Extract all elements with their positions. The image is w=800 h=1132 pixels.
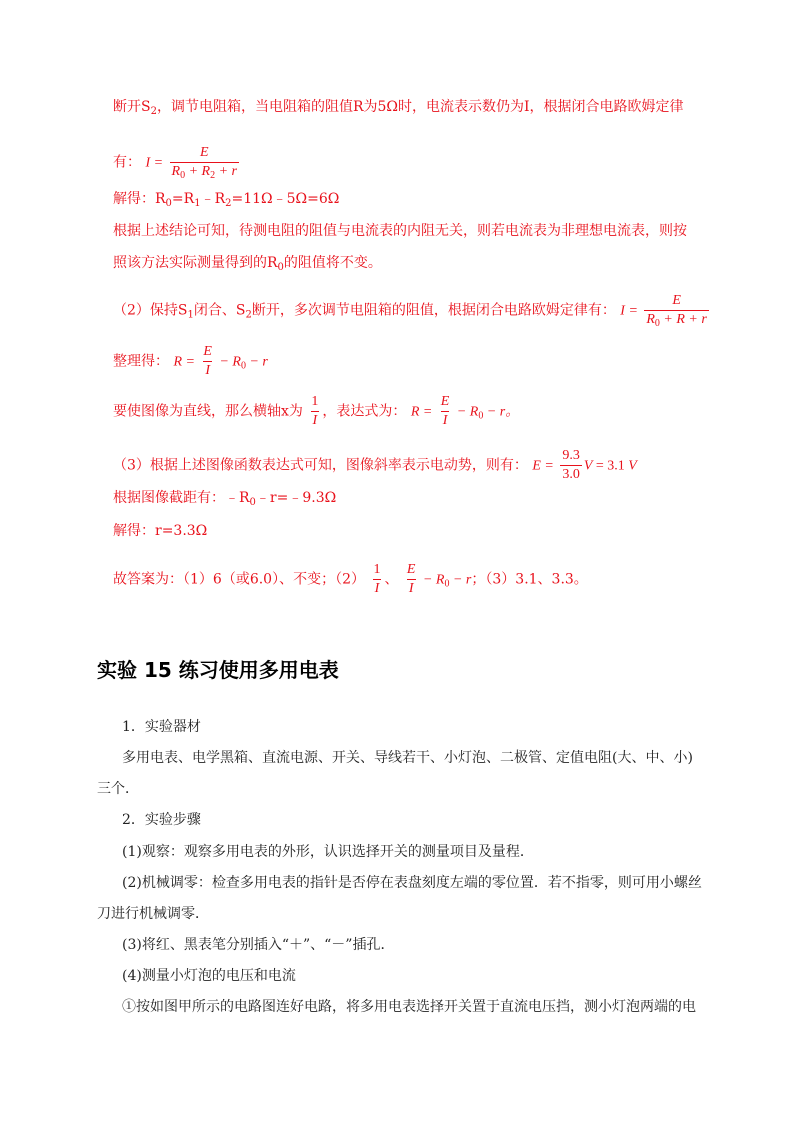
text: ，调节电阻箱，当电阻箱的阻值R为5Ω时，电流表示数仍为I，根据闭合电路欧姆定律 [156,99,684,115]
numerator: E [440,394,450,409]
fraction [644,292,708,329]
denominator: I [374,581,380,596]
numerator: 1 [311,394,319,409]
conclusion-line-1: 根据上述结论可知，待测电阻的阻值与电流表的内阻无关，则若电流表为非理想电流表，则按 [113,223,687,239]
eq-lhs: R = [173,354,195,370]
numerator: 9.3 [562,448,580,463]
numerator: E [406,562,416,577]
conclusion-line-2 [113,253,382,273]
t: ﹣r=﹣9.3Ω [255,490,337,506]
denominator: I [205,363,211,378]
subscript: 2 [245,309,252,321]
t: + r [215,164,237,179]
step-2-a: (2)机械调零：检查多用电表的指针是否停在表盘刻度左端的零位置．若不指零，则可用小螺丝 [122,875,702,891]
axis-line [113,393,519,430]
subscript: 0 [165,198,172,209]
t: − R [419,572,445,588]
numerator: E [199,145,209,160]
t: ﹣R [200,191,226,207]
step-3: (3)将红、黑表笔分别插入“＋”、“－”插孔． [122,937,395,953]
numerator: E [672,293,681,308]
equation-line-1 [113,144,241,181]
fraction [170,144,239,181]
intercept-line [113,488,336,508]
t: − R [215,354,241,370]
fraction [560,447,582,484]
solution-line-1 [113,97,684,117]
t: ，表达式为： [322,403,407,420]
t: R [646,312,655,327]
eq-lhs: I = [145,155,164,171]
t: + R + r [659,312,707,327]
numerator: E [203,344,212,359]
step-4-1: ①按如图甲所示的电路图连好电路，将多用电表选择开关置于直流电压挡，测小灯泡两端的电 [122,999,696,1015]
t: 照该方法实际测量得到的R [113,255,278,271]
denominator [170,162,239,181]
part-2-line [113,292,711,329]
t: V [583,458,593,474]
item-1-body-2: 三个． [97,781,139,797]
subscript: 0 [277,262,284,273]
fraction [201,343,214,380]
t: 的阻值将不变。 [283,255,382,271]
text: 断开S [113,99,151,115]
subscript: 2 [210,170,216,181]
solve-line-1 [113,189,339,209]
step-2-b: 刀进行机械调零． [97,906,209,922]
t: − r [245,354,268,370]
subscript: 0 [478,410,484,422]
t: 整理得： [113,353,169,370]
denominator: I [408,581,414,596]
solve-line-2: 解得：r=3.3Ω [113,523,208,539]
t: （3）根据上述图像函数表达式可知，图像斜率表示电动势，则有： [113,457,528,474]
subscript: 0 [444,578,450,590]
part-3-line [113,447,637,484]
item-2-title: 2．实验步骤 [122,812,201,828]
denominator: I [442,413,448,428]
denominator: 3.0 [562,467,580,482]
t: （2）保持S [113,302,188,319]
item-1-body-1: 多用电表、电学黑箱、直流电源、开关、导线若干、小灯泡、二极管、定值电阻(大、中、小) [122,750,693,766]
answer-line [113,561,588,598]
text: 有： [113,154,141,171]
subscript: 1 [194,198,201,209]
t: 要使图像为直线，那么横轴x为 [113,403,303,420]
subscript: 2 [225,198,232,209]
t: V [628,458,637,474]
t: ；（3）3.1、3.3。 [471,571,588,588]
eq-lhs: R = [410,404,433,420]
t: 断开，多次调节电阻箱的阻值，根据闭合电路欧姆定律有： [251,302,616,319]
t: − r [449,572,472,588]
step-4: (4)测量小灯泡的电压和电流 [122,968,296,984]
fraction [371,561,382,598]
t: 、 [384,571,399,588]
t: R [171,164,181,179]
denominator [644,310,708,329]
t: 故答案为：（1）6（或6.0）、不变；（2） [113,571,365,588]
numerator: 1 [373,562,381,577]
t: − r。 [483,404,520,420]
fraction [439,393,452,430]
fraction [309,393,320,430]
denominator: I [312,413,318,428]
eq-lhs: E = [532,458,554,474]
t: + R [185,164,211,179]
t: =R [171,191,195,207]
t: 闭合、S [193,302,246,319]
rearrange-line [113,343,268,380]
fraction [405,561,418,598]
section-heading: 实验 15 练习使用多用电表 [97,658,339,682]
subscript: 0 [240,360,246,372]
t: = 3.1 [592,458,629,474]
subscript: 0 [249,497,256,508]
eq-lhs: I = [620,303,638,319]
t: =11Ω﹣5Ω=6Ω [231,191,340,207]
subscript: 1 [187,309,194,321]
subscript: 0 [654,318,660,329]
step-1: (1)观察：观察多用电表的外形，认识选择开关的测量项目及量程． [122,844,534,860]
subscript: 0 [180,170,186,181]
t: 根据图像截距有：﹣R [113,490,250,506]
item-1-title: 1．实验器材 [122,719,201,735]
t: 解得：R [113,191,166,207]
t: − R [453,404,479,420]
subscript: 2 [150,106,157,117]
